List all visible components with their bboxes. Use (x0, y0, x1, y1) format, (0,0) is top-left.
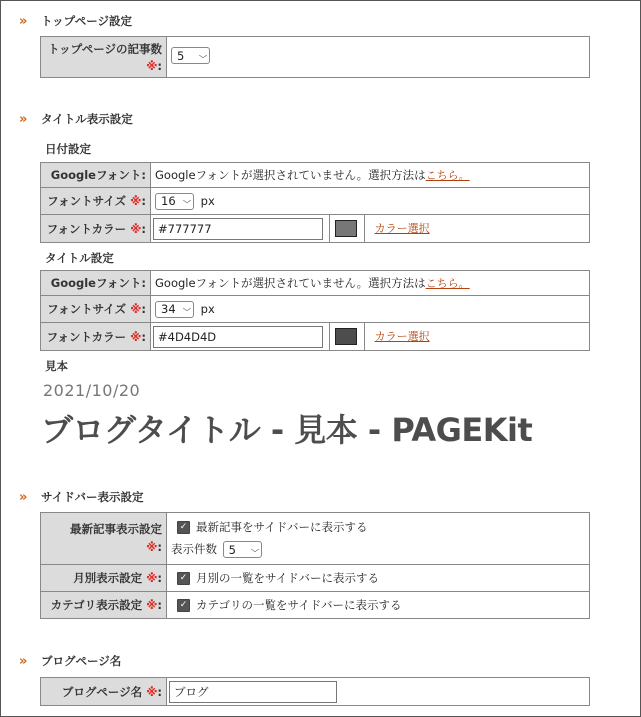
font-size-cell (151, 188, 590, 215)
sidebar-settings-table (40, 512, 590, 619)
blog-page-name-cell (167, 678, 590, 706)
date-settings-table (40, 162, 590, 243)
recent-posts-label: 最新記事表示設定 ※: (41, 513, 167, 565)
divider (329, 323, 330, 350)
font-color-cell (151, 323, 590, 351)
category-label: カテゴリ表示設定 ※: (41, 592, 167, 619)
google-font-help-link[interactable]: こちら。 (425, 277, 470, 290)
font-size-label: フォントサイズ ※: (41, 296, 151, 323)
chevron-down-icon: ⌵ (182, 196, 192, 205)
font-color-label: フォントカラー ※: (41, 323, 151, 351)
google-font-cell: Googleフォントが選択されていません。選択方法はこちら。 (151, 271, 590, 296)
category-checkbox[interactable]: ✓ (177, 599, 190, 612)
section-heading-label: サイドバー表示設定 (41, 490, 144, 504)
double-chevron-icon: » (19, 489, 26, 505)
double-chevron-icon: » (19, 13, 26, 29)
table-row (41, 215, 590, 243)
divider (329, 215, 330, 242)
preview-date: 2021/10/20 (43, 381, 141, 400)
table-row (41, 592, 590, 619)
section-heading-label: タイトル表示設定 (41, 112, 133, 126)
count-label: 表示件数 (171, 542, 217, 556)
table-row (41, 163, 590, 188)
chevron-down-icon: ⌵ (198, 50, 208, 60)
blog-page-table (40, 677, 590, 706)
recent-posts-checkbox[interactable]: ✓ (177, 521, 190, 534)
table-row (41, 323, 590, 351)
monthly-label: 月別表示設定 ※: (41, 565, 167, 592)
recent-count-select[interactable]: 5 ⌵ (223, 541, 262, 558)
font-size-unit: px (200, 301, 215, 316)
date-settings-heading: 日付設定 (45, 142, 91, 156)
table-row (41, 565, 590, 592)
divider (364, 323, 365, 350)
top-page-settings-table (40, 36, 590, 78)
google-font-label: Googleフォント: (41, 163, 151, 188)
date-font-size-select[interactable]: 16 ⌵ (155, 193, 194, 210)
table-row (41, 37, 590, 78)
article-count-label: トップページの記事数 ※: (41, 37, 167, 78)
chevron-down-icon: ⌵ (182, 304, 192, 313)
section-heading-blog-page (19, 653, 121, 669)
title-settings-table (40, 270, 590, 351)
title-font-color-input[interactable]: #4D4D4D (153, 326, 323, 348)
table-row (41, 296, 590, 323)
category-cell: ✓ カテゴリの一覧をサイドバーに表示する (167, 592, 590, 619)
font-color-label: フォントカラー ※: (41, 215, 151, 243)
section-heading-top-page (19, 13, 132, 29)
divider (364, 215, 365, 242)
preview-title: ブログタイトル - 見本 - PAGEKit (41, 411, 533, 449)
blog-page-name-label: ブログページ名 ※: (41, 678, 167, 706)
font-size-unit: px (200, 193, 215, 208)
table-row (41, 678, 590, 706)
recent-posts-cell: ✓ 最新記事をサイドバーに表示する 表示件数 5 ⌵ (167, 513, 590, 565)
google-font-label: Googleフォント: (41, 271, 151, 296)
title-font-size-select[interactable]: 34 ⌵ (155, 301, 194, 318)
table-row (41, 271, 590, 296)
section-heading-label: ブログページ名 (41, 654, 122, 668)
google-font-cell: Googleフォントが選択されていません。選択方法はこちら。 (151, 163, 590, 188)
table-row (41, 513, 590, 565)
title-color-swatch[interactable] (335, 328, 357, 345)
title-color-pick-link[interactable]: カラー選択 (374, 330, 430, 343)
font-size-cell (151, 296, 590, 323)
double-chevron-icon: » (19, 653, 26, 669)
blog-page-name-input[interactable]: ブログ (169, 681, 337, 703)
section-heading-sidebar (19, 489, 143, 505)
article-count-select[interactable]: 5 ⌵ (171, 47, 210, 64)
date-color-swatch[interactable] (335, 220, 357, 237)
chevron-down-icon: ⌵ (250, 544, 259, 554)
section-heading-label: トップページ設定 (41, 14, 132, 28)
monthly-cell: ✓ 月別の一覧をサイドバーに表示する (167, 565, 590, 592)
date-color-pick-link[interactable]: カラー選択 (374, 222, 430, 235)
font-color-cell (151, 215, 590, 243)
section-heading-title-display (19, 111, 133, 127)
title-settings-heading: タイトル設定 (45, 251, 114, 265)
article-count-cell (167, 37, 590, 78)
date-font-color-input[interactable]: #777777 (153, 218, 323, 240)
table-row (41, 188, 590, 215)
double-chevron-icon: » (19, 111, 26, 127)
font-size-label: フォントサイズ ※: (41, 188, 151, 215)
google-font-help-link[interactable]: こちら。 (425, 169, 470, 182)
monthly-checkbox[interactable]: ✓ (177, 572, 190, 585)
preview-heading: 見本 (45, 359, 68, 373)
